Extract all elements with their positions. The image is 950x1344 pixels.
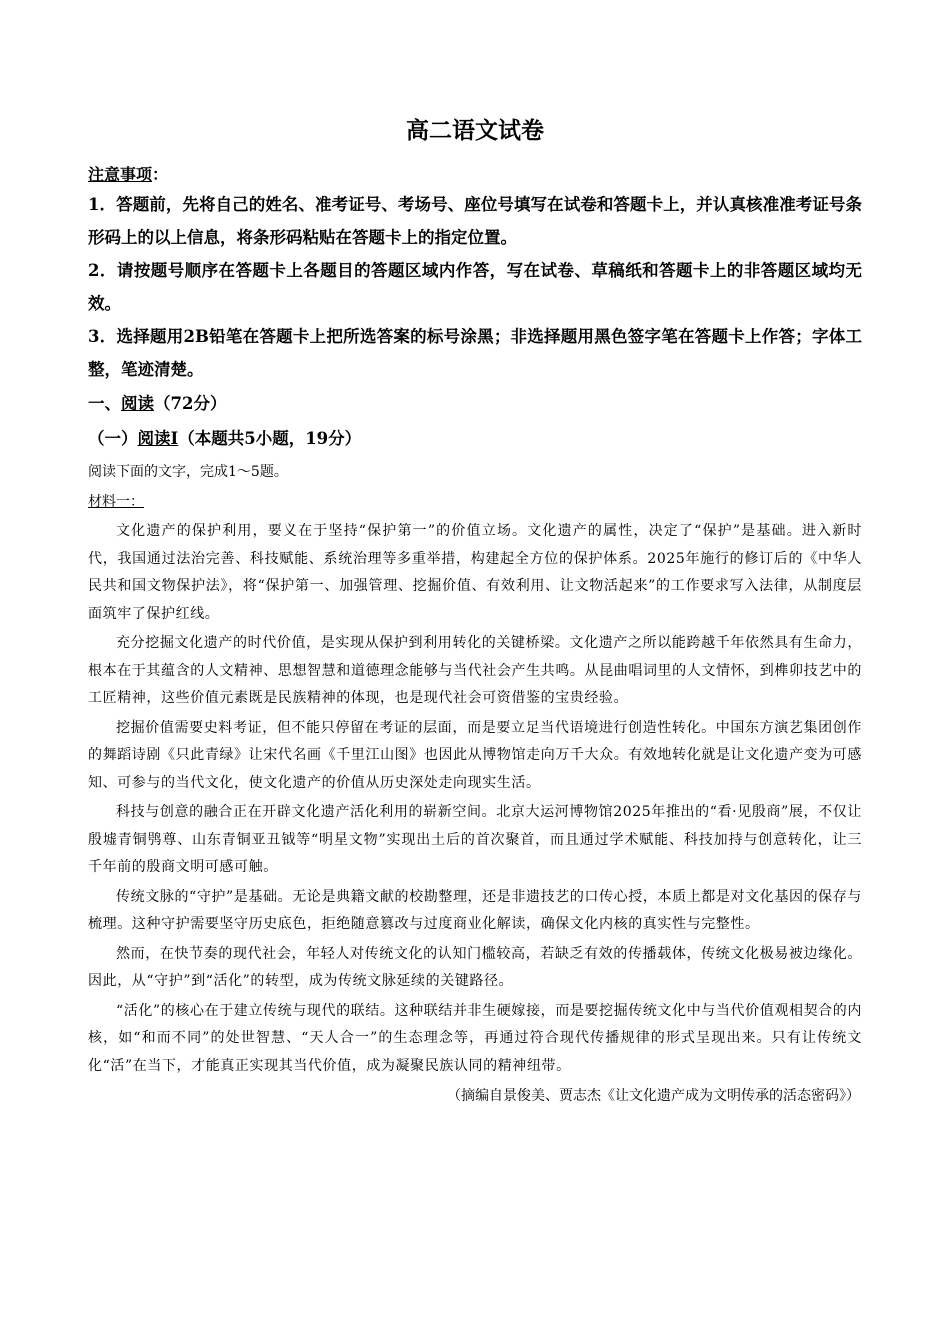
notice-heading-colon: ：: [152, 165, 169, 184]
reading-instruction: 阅读下面的文字，完成1～5题。: [88, 464, 288, 480]
material-paragraph-4: 科技与创意的融合正在开辟文化遗产活化利用的崭新空间。北京大运河博物馆2025年推出的“看·见殷商”展，不仅让殷墟青铜鸮尊、山东青铜亚丑钺等“明星文物”实现出土后的首次聚首，而且通过学术赋能、科技加持与创意转化，让三千年前的殷商文明可感可触。: [88, 804, 862, 875]
notice-heading: [88, 162, 862, 188]
notice-item-3: 3．选择题用2B铅笔在答题卡上把所选答案的标号涂黑；非选择题用黑色签字笔在答题卡上作答；字体工整，笔迹清楚。: [88, 327, 862, 379]
section-suffix: （72分）: [154, 394, 227, 413]
material-paragraph-7: “活化”的核心在于建立传统与现代的联结。这种联结并非生硬嫁接，而是要挖掘传统文化中与当代价值观相契合的内核，如“和而不同”的处世智慧、“天人合一”的生态理念等，再通过符合现代传播规律的形式呈现出来。只有让传统文化“活”在当下，才能真正实现其当代价值，成为凝聚民族认同的精神纽带。: [88, 1002, 862, 1074]
notice-item-1: 1．答题前，先将自己的姓名、准考证号、考场号、座位号填写在试卷和答题卡上，并认真核准准考证号条形码上的以上信息，将条形码粘贴在答题卡上的指定位置。: [88, 195, 862, 247]
section-name: 阅读: [121, 394, 154, 413]
page-title: 高二语文试卷: [406, 117, 544, 144]
exam-page: [88, 110, 862, 1110]
section-prefix: 一、: [88, 394, 121, 413]
notice-heading-label: 注意事项: [88, 165, 153, 184]
material-label: 材料一：: [88, 494, 144, 510]
material-paragraph-1: 文化遗产的保护利用，要义在于坚持“保护第一”的价值立场。文化遗产的属性，决定了“保护”是基础。进入新时代，我国通过法治完善、科技赋能、系统治理等多重举措，构建起全方位的保护体系。2025年施行的修订后的《中华人民共和国文物保护法》，将“保护第一、加强管理、挖掘价值、有效利用、让文物活起来”的工作要求写入法律，从制度层面筑牢了保护红线。: [88, 523, 862, 622]
material-paragraph-2: 充分挖掘文化遗产的时代价值，是实现从保护到利用转化的关键桥梁。文化遗产之所以能跨越千年依然具有生命力，根本在于其蕴含的人文精神、思想智慧和道德理念能够与当代社会产生共鸣。从昆曲唱词里的人文情怀，到榫卯技艺中的工匠精神，这些价值元素既是民族精神的体现，也是现代社会可资借鉴的宝贵经验。: [88, 635, 862, 706]
subsection-name: 阅读Ⅰ: [137, 429, 179, 448]
material-paragraph-6: 然而，在快节奏的现代社会，年轻人对传统文化的认知门槛较高，若缺乏有效的传播载体，传统文化极易被边缘化。因此，从“守护”到“活化”的转型，成为传统文脉延续的关键路径。: [88, 945, 862, 989]
subsection-prefix: （一）: [88, 429, 138, 448]
section-heading: [88, 388, 862, 420]
material-source: （摘编自景俊美、贾志杰《让文化遗产成为文明传承的活态密码》）: [447, 1088, 860, 1104]
subsection-heading: [88, 422, 862, 456]
notice-item-2: 2．请按题号顺序在答题卡上各题目的答题区域内作答，写在试卷、草稿纸和答题卡上的非答题区域均无效。: [88, 261, 862, 313]
subsection-suffix: （本题共5小题，19分）: [178, 429, 362, 448]
material-paragraph-5: 传统文脉的“守护”是基础。无论是典籍文献的校勘整理，还是非遗技艺的口传心授，本质上都是对文化基因的保存与梳理。这种守护需要坚守历史底色，拒绝随意篡改与过度商业化解读，确保文化内核的真实性与完整性。: [88, 888, 862, 932]
material-paragraph-3: 挖掘价值需要史料考证，但不能只停留在考证的层面，而是要立足当代语境进行创造性转化。中国东方演艺集团创作的舞蹈诗剧《只此青绿》让宋代名画《千里江山图》也因此从博物馆走向万千大众。有效地转化就是让文化遗产变为可感知、可参与的当代文化，使文化遗产的价值从历史深处走向现实生活。: [88, 719, 862, 791]
